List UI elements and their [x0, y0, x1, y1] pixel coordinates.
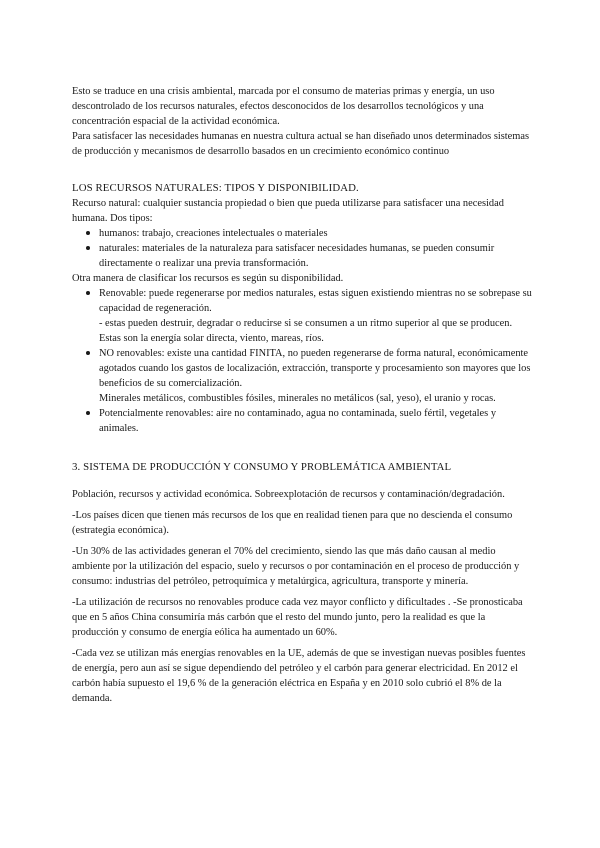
- section3-paragraph: -Los países dicen que tienen más recursos de los que en realidad tienen para que no descienda el consumo (estrategia económica).: [72, 510, 513, 536]
- list-item-note: - estas pueden destruir, degradar o reducirse si se consumen a un ritmo superior al que se producen.: [99, 318, 513, 329]
- list-item: [86, 226, 532, 241]
- bullet-icon: [86, 291, 90, 295]
- list-item-text: naturales: materiales de la naturaleza para satisfacer necesidades humanas, se pueden consumir directamente o realizar una previa transformación.: [99, 243, 495, 269]
- list-item-note: Estas son la energía solar directa, viento, mareas, ríos.: [99, 333, 324, 344]
- bullet-icon: [86, 351, 90, 355]
- section-heading-recursos: LOS RECURSOS NATURALES: TIPOS Y DISPONIBILIDAD.: [72, 182, 359, 194]
- list-item: [86, 406, 532, 436]
- list-item: [86, 346, 532, 406]
- section3-paragraph: -La utilización de recursos no renovables produce cada vez mayor conflicto y dificultades . -Se pronosticaba que en 5 años China consumiría más carbón que el resto del mundo junto, pero la realidad es que la producción y consumo de energía eólica ha aumentado un 60%.: [72, 597, 523, 638]
- list-item-text: Potencialmente renovables: aire no contaminado, agua no contaminada, suelo fértil, vegetales y animales.: [99, 408, 497, 434]
- list-item-note: Minerales metálicos, combustibles fósiles, minerales no metálicos (sal, yeso), el uranio y rocas.: [99, 393, 496, 404]
- bullet-icon: [86, 231, 90, 235]
- section3-paragraph: -Un 30% de las actividades generan el 70% del crecimiento, siendo las que más daño causan al medio ambiente por la utilización del espacio, suelo y recursos o por contaminación en el proceso de producción y consumo: industrias del petróleo, petroquímica y metalúrgica, agricultura, transporte y minería.: [72, 546, 520, 587]
- definition-paragraph: Recurso natural: cualquier sustancia propiedad o bien que pueda utilizarse para satisfacer una necesidad humana. Dos tipos:: [72, 198, 504, 224]
- list-item-text: Renovable: puede regenerarse por medios naturales, estas siguen existiendo mientras no se sobrepase su capacidad de regeneración.: [99, 288, 532, 314]
- intro-paragraph-2: Para satisfacer las necesidades humanas en nuestra cultura actual se han diseñado unos determinados sistemas de producción y mecanismos de desarrollo basados en un crecimiento económico continuo: [72, 131, 530, 157]
- intro-paragraph-1: Esto se traduce en una crisis ambiental, marcada por el consumo de materias primas y energía, un uso descontrolado de los recursos naturales, efectos desconocidos de los desarrollos tecnológicos y una concentración espacial de la actividad económica.: [72, 86, 495, 127]
- list-item-text: humanos: trabajo, creaciones intelectuales o materiales: [99, 228, 328, 239]
- availability-intro: Otra manera de clasificar los recursos es según su disponibilidad.: [72, 273, 344, 284]
- list-item: [86, 241, 532, 271]
- availability-list: [86, 286, 532, 436]
- document-body: [72, 84, 532, 706]
- list-item-text: NO renovables: existe una cantidad FINITA, no pueden regenerarse de forma natural, económicamente agotados cuando los gastos de localización, extracción, transporte y procesamiento son mayores que los beneficios de su comercialización.: [99, 348, 531, 389]
- section3-paragraph: -Cada vez se utilizan más energías renovables en la UE, además de que se investigan nuevas posibles fuentes de energía, pero aun así se sigue dependiendo del petróleo y el carbón para generar electricidad. En 2012 el carbón había supuesto el 19,6 % de la generación eléctrica en España y en 2010 solo cubrió el 8% de la demanda.: [72, 648, 526, 704]
- bullet-icon: [86, 411, 90, 415]
- section3-paragraph: Población, recursos y actividad económica. Sobreexplotación de recursos y contaminación/degradación.: [72, 489, 505, 500]
- bullet-icon: [86, 246, 90, 250]
- list-item: [86, 286, 532, 346]
- section-heading-produccion: 3. SISTEMA DE PRODUCCIÓN Y CONSUMO Y PROBLEMÁTICA AMBIENTAL: [72, 461, 452, 473]
- types-list: [86, 226, 532, 271]
